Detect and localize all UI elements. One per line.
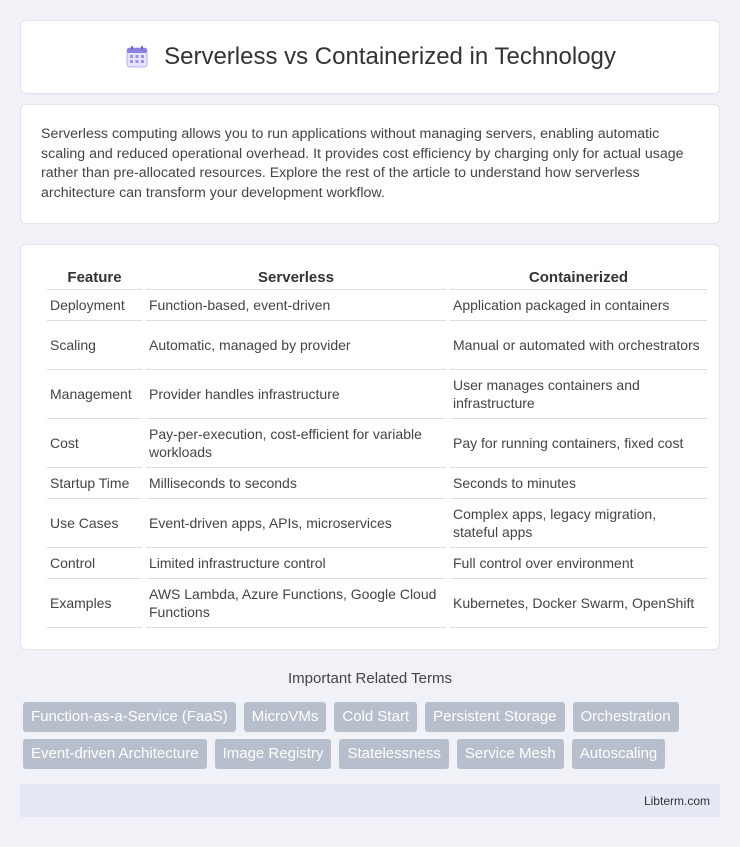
footer	[20, 784, 720, 817]
table-row	[47, 579, 707, 628]
cell-feature: Examples	[47, 579, 142, 628]
intro-paragraph: Serverless computing allows you to run applications without managing servers, enabling automatic scaling and reduced operational overhead. It provides cost efficiency by charging only for actual usage rather than pre-allocated resources. Explore the rest of the article to understand how serverless architecture can transform your development workflow.	[41, 126, 684, 201]
table-row	[47, 499, 707, 548]
cell-serverless: Function-based, event-driven	[146, 290, 446, 321]
cell-serverless: Milliseconds to seconds	[146, 468, 446, 499]
cell-containerized: Pay for running containers, fixed cost	[450, 419, 707, 468]
cell-feature: Scaling	[47, 321, 142, 370]
tag-orchestration[interactable]: Orchestration	[573, 702, 679, 732]
cell-serverless: Limited infrastructure control	[146, 548, 446, 579]
cell-containerized: Full control over environment	[450, 548, 707, 579]
cell-feature: Startup Time	[47, 468, 142, 499]
cell-feature: Control	[47, 548, 142, 579]
footer-site-link[interactable]: Libterm.com	[643, 793, 710, 808]
table-header-row	[47, 265, 707, 290]
tag-persistent-storage[interactable]: Persistent Storage	[425, 702, 564, 732]
table-row	[47, 548, 707, 579]
cell-containerized: Complex apps, legacy migration, stateful apps	[450, 499, 707, 548]
tag-event-driven-architecture[interactable]: Event-driven Architecture	[23, 739, 207, 769]
tag-service-mesh[interactable]: Service Mesh	[457, 739, 564, 769]
tag-faas[interactable]: Function-as-a-Service (FaaS)	[23, 702, 236, 732]
cell-serverless: Pay-per-execution, cost-efficient for variable workloads	[146, 419, 446, 468]
tag-microvms[interactable]: MicroVMs	[244, 702, 327, 732]
intro-card	[20, 104, 720, 224]
related-terms-tags	[23, 702, 723, 769]
cell-feature: Use Cases	[47, 499, 142, 548]
cell-containerized: Manual or automated with orchestrators	[450, 321, 707, 370]
tag-image-registry[interactable]: Image Registry	[215, 739, 332, 769]
table-row	[47, 468, 707, 499]
cell-serverless: AWS Lambda, Azure Functions, Google Cloud Functions	[146, 579, 446, 628]
table-row	[47, 321, 707, 370]
tag-autoscaling[interactable]: Autoscaling	[572, 739, 666, 769]
cell-feature: Deployment	[47, 290, 142, 321]
cell-containerized: User manages containers and infrastructure	[450, 370, 707, 419]
table-row	[47, 370, 707, 419]
cell-containerized: Kubernetes, Docker Swarm, OpenShift	[450, 579, 707, 628]
cell-containerized: Application packaged in containers	[450, 290, 707, 321]
cell-serverless: Provider handles infrastructure	[146, 370, 446, 419]
header-containerized: Containerized	[450, 265, 707, 290]
tag-statelessness[interactable]: Statelessness	[339, 739, 448, 769]
cell-feature: Management	[47, 370, 142, 419]
calendar-grid-icon	[124, 44, 150, 70]
cell-serverless: Event-driven apps, APIs, microservices	[146, 499, 446, 548]
cell-serverless: Automatic, managed by provider	[146, 321, 446, 370]
title-card	[20, 20, 720, 94]
page-title: Serverless vs Containerized in Technology	[164, 43, 616, 70]
comparison-table-card	[20, 244, 720, 650]
tag-cold-start[interactable]: Cold Start	[334, 702, 417, 732]
header-feature: Feature	[47, 265, 142, 290]
related-terms-title: Important Related Terms	[288, 670, 452, 687]
cell-containerized: Seconds to minutes	[450, 468, 707, 499]
comparison-table	[43, 265, 711, 628]
table-row	[47, 290, 707, 321]
cell-feature: Cost	[47, 419, 142, 468]
header-serverless: Serverless	[146, 265, 446, 290]
table-row	[47, 419, 707, 468]
